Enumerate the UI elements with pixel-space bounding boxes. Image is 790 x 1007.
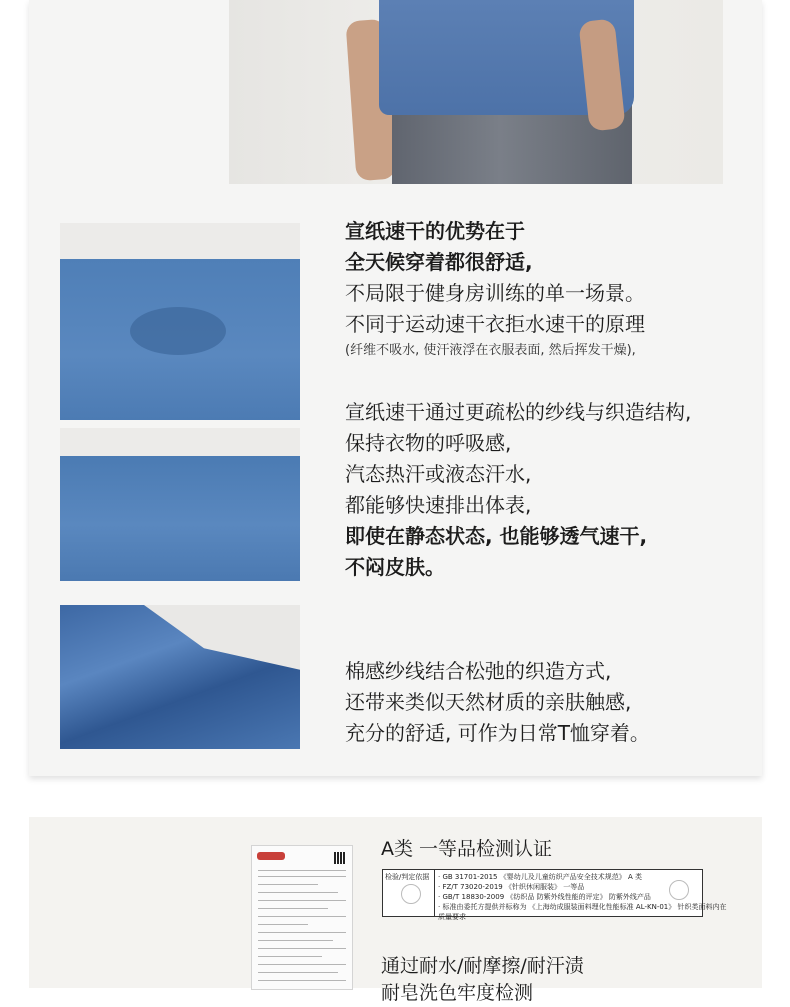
- text-line: 耐皂洗色牢度检测: [381, 982, 534, 1004]
- water-drop-mark: [130, 307, 226, 355]
- text-line: 宣纸速干的优势在于: [345, 219, 525, 243]
- standard-item: 质量要求: [438, 913, 466, 921]
- text-line: 不局限于健身房训练的单一场景。: [345, 281, 645, 305]
- fabric-dry-image: [60, 428, 300, 581]
- standard-item: · FZ/T 73020-2019 《针织休闲服装》 一等品: [438, 883, 585, 891]
- note-text: (纤维不吸水, 使汗液浮在衣服表面, 然后挥发干燥),: [345, 343, 636, 358]
- text-line: 宣纸速干通过更疏松的纱线与织造结构,: [345, 400, 692, 424]
- breathability-text: [345, 397, 691, 583]
- text-line: 都能够快速排出体表,: [345, 493, 532, 517]
- standard-item: · 标准由委托方提供并标称为 《上海幼成服装面料理化性能标准 AL-KN-01》 针织类面料内在: [438, 903, 727, 911]
- fabric-surface: [60, 605, 300, 749]
- report-logo: [257, 852, 285, 860]
- fabric-folded-image: [60, 605, 300, 749]
- text-line: 即使在静态状态, 也能够透气速干,: [345, 524, 648, 548]
- fabric-surface: [60, 456, 300, 581]
- fabric-water-drop-image: [60, 223, 300, 420]
- text-line: 不闷皮肤。: [345, 555, 445, 579]
- text-line: 还带来类似天然材质的亲肤触感,: [345, 690, 632, 714]
- skin-feel-text: [345, 656, 650, 749]
- text-line: 保持衣物的呼吸感,: [345, 431, 512, 455]
- test-report-document-image: [251, 845, 353, 990]
- qr-code-icon: [334, 852, 346, 864]
- text-line: 不同于运动速干衣拒水速干的原理: [345, 312, 645, 336]
- text-line: 全天候穿着都很舒适,: [345, 250, 533, 274]
- text-line: 棉感纱线结合松弛的织造方式,: [345, 659, 612, 683]
- standards-table: [382, 869, 727, 921]
- seal-watermark-icon: [669, 880, 689, 900]
- standards-label: 检验/判定依据: [383, 870, 435, 916]
- text-line: 通过耐水/耐摩擦/耐汗渍: [381, 955, 584, 977]
- standard-item: · GB 31701-2015 《婴幼儿及儿童纺织产品安全技术规范》 A 类: [438, 873, 642, 881]
- model-photo: [229, 0, 723, 184]
- text-line: 汽态热汗或液态汗水,: [345, 462, 532, 486]
- seal-watermark-icon: [401, 884, 421, 904]
- quick-dry-advantage-text: [345, 216, 645, 362]
- certification-title: A类 一等品检测认证: [381, 838, 553, 860]
- text-line: 充分的舒适, 可作为日常T恤穿着。: [345, 721, 650, 745]
- standard-item: · GB/T 18830-2009 《纺织品 防紫外线性能的评定》 防紫外线产品: [438, 893, 651, 901]
- colorfastness-heading: [381, 953, 584, 1007]
